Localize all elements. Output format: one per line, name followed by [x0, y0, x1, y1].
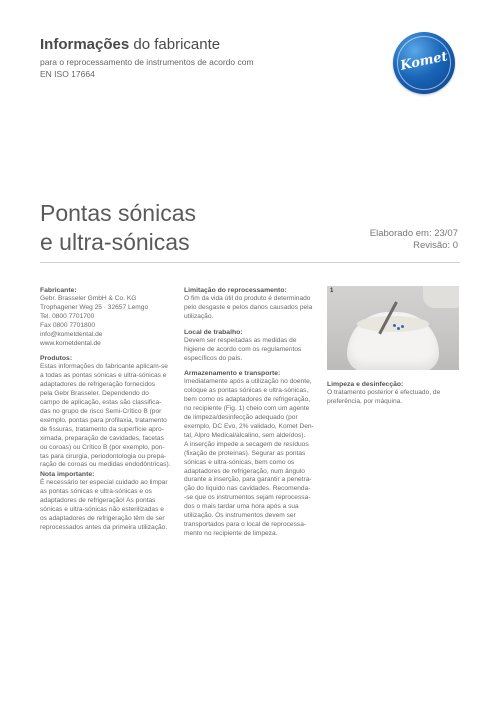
produtos-line: Estas informações do fabricante aplicam-se [40, 363, 168, 371]
armazenamento-line: sónicas e ultra-sónicas, bem como os [184, 458, 295, 466]
nota-line: É necessário ter especial cuidado ao limpar [40, 479, 168, 487]
page-title-line-1: Pontas sónicas [40, 200, 196, 226]
page-title [40, 199, 196, 257]
armazenamento-line: utilização. Os instrumentos devem ser [184, 512, 296, 520]
produtos-line: ou coroas) ou Crítico B (por exemplo, pon- [40, 443, 165, 451]
local-line: Devem ser respeitadas as medidas de [184, 336, 297, 344]
limpeza-line: preferência, por máquina. [327, 397, 403, 405]
armazenamento-line: transportados para o local de reprocessa- [184, 520, 307, 528]
header-subtitle-1: para o reprocessamento de instrumentos de acordo com [40, 57, 254, 67]
document-header [40, 36, 400, 80]
fabricante-line: Tel. 0800 7701700 [40, 312, 95, 320]
heading-armazenamento: Armazenamento e transporte: [184, 370, 281, 378]
armazenamento-line: mento no recipiente de limpeza. [184, 529, 278, 537]
armazenamento-line: bem como os adaptadores de refrigeração, [184, 396, 311, 404]
produtos-line: pela Gebr Brasseler. Dependendo do [40, 390, 149, 398]
logo-text: Komet [399, 49, 449, 74]
page-title-line-2: e ultra-sónicas [40, 229, 190, 255]
limitacao-line: pelo desgaste e pelos danos causados pela [184, 303, 313, 311]
mark-dot [401, 325, 404, 328]
armazenamento-line: Imediatamente após a utilização no doente, [184, 378, 312, 386]
armazenamento-line: (fixação de proteínas). Segurar as pontas [184, 449, 306, 457]
fabricante-website[interactable]: www.kometdental.de [40, 339, 101, 347]
armazenamento-line: ção do líquido nas cavidades. Recomenda- [184, 485, 311, 493]
mark-dot [393, 324, 396, 327]
fabricante-line: Trophagener Weg 25 · 32657 Lemgo [40, 303, 149, 311]
komet-logo [393, 32, 455, 94]
armazenamento-line: dos o mais tardar uma hora após a sua [184, 503, 299, 511]
heading-produtos: Produtos: [40, 355, 73, 363]
armazenamento-block [184, 378, 314, 538]
meta-date: Elaborado em: 23/07 [369, 228, 458, 239]
mark-dot [397, 327, 400, 330]
produtos-line: ração de coroas ou medidas endodôntricas). [40, 461, 171, 469]
header-title [40, 36, 400, 54]
local-line: higiene de acordo com os regulamentos [184, 345, 302, 353]
local-line: específicos do país. [184, 354, 243, 362]
meta-revision: Revisão: 0 [413, 240, 458, 251]
fabricante-block [40, 295, 168, 348]
produtos-line: ximada, preparação de cavidades, facetas [40, 434, 164, 442]
limpeza-section [327, 380, 459, 413]
nota-block [40, 479, 168, 532]
heading-limpeza: Limpeza e desinfecção: [327, 381, 404, 388]
produtos-line: adaptadores de refrigeração fornecidos [40, 381, 156, 389]
nota-line: adaptadores de refrigeração! As pontas [40, 497, 156, 505]
armazenamento-line: -se que os instrumentos sejam reprocessa- [184, 494, 311, 502]
fabricante-line: Gebr. Brasseler GmbH & Co. KG [40, 295, 137, 302]
document-meta [370, 228, 458, 252]
produtos-line: tas para cirurgia, periodontologia ou prepa- [40, 452, 167, 460]
produtos-line: a todas as pontas sónicas e ultra-sónicas e [40, 372, 167, 380]
nota-line: as pontas sónicas e ultra-sónicas e os [40, 488, 152, 496]
limpeza-line: O tratamento posterior é efectuado, de [327, 389, 441, 396]
produtos-line: exemplo, pontas para profilaxia, tratamento [40, 416, 167, 424]
armazenamento-line: adaptadores de refrigeração, num ângulo [184, 467, 305, 475]
limitacao-line: O fim da vida útil do produto é determinado [184, 295, 311, 302]
fabricante-email[interactable]: info@kometdental.de [40, 330, 103, 338]
title-divider [40, 262, 460, 263]
armazenamento-line: A inserção impede a secagem de resíduos [184, 440, 309, 448]
nota-line: reprocessados antes da primeira utilização. [40, 523, 168, 531]
heading-local-trabalho: Local de trabalho: [184, 328, 243, 336]
column-1 [40, 286, 171, 539]
instrument-marks [393, 324, 405, 332]
figure-number: 1 [330, 288, 334, 294]
header-subtitle-2: EN ISO 17664 [40, 69, 95, 79]
produtos-line: de fissuras, tratamento da superfície apro- [40, 425, 164, 433]
armazenamento-line: no recipiente (Fig. 1) cheio com um agente [184, 405, 310, 413]
armazenamento-line: de limpeza/desinfecção adequado (por [184, 414, 298, 422]
produtos-line: campo de aplicação, estas são classifica- [40, 399, 162, 407]
armazenamento-line: durante a inserção, para garantir a penetra- [184, 476, 312, 484]
heading-nota: Nota importante: [40, 471, 95, 479]
limpeza-block [327, 389, 459, 407]
header-title-bold: Informações [40, 36, 130, 53]
limitacao-block [184, 295, 314, 322]
fabricante-line: Fax 0800 7701800 [40, 321, 95, 329]
heading-fabricante: Fabricante: [40, 287, 77, 294]
glove-shape [423, 286, 459, 308]
nota-line: os adaptadores de refrigeração têm de ser [40, 514, 165, 522]
armazenamento-line: tal, Alpro Medical/alcalino, sem aldeídos). [184, 431, 306, 439]
heading-limitacao: Limitação do reprocessamento: [184, 287, 287, 294]
column-2 [184, 286, 314, 545]
figure-1-photo [327, 286, 459, 370]
limitacao-line: utilização. [184, 312, 214, 320]
produtos-line: das no grupo de risco Semi-Crítico B (por [40, 407, 162, 415]
header-title-rest: do fabricante [129, 36, 221, 53]
armazenamento-line: exemplo, DC Evo, 2% validado, Komet Den- [184, 422, 314, 430]
armazenamento-line: coloque as pontas sónicas e ultra-sónicas, [184, 387, 309, 395]
local-trabalho-block [184, 337, 314, 364]
produtos-block [40, 363, 171, 470]
nota-line: sónicas e ultra-sónicas não esterilizadas e [40, 506, 164, 514]
